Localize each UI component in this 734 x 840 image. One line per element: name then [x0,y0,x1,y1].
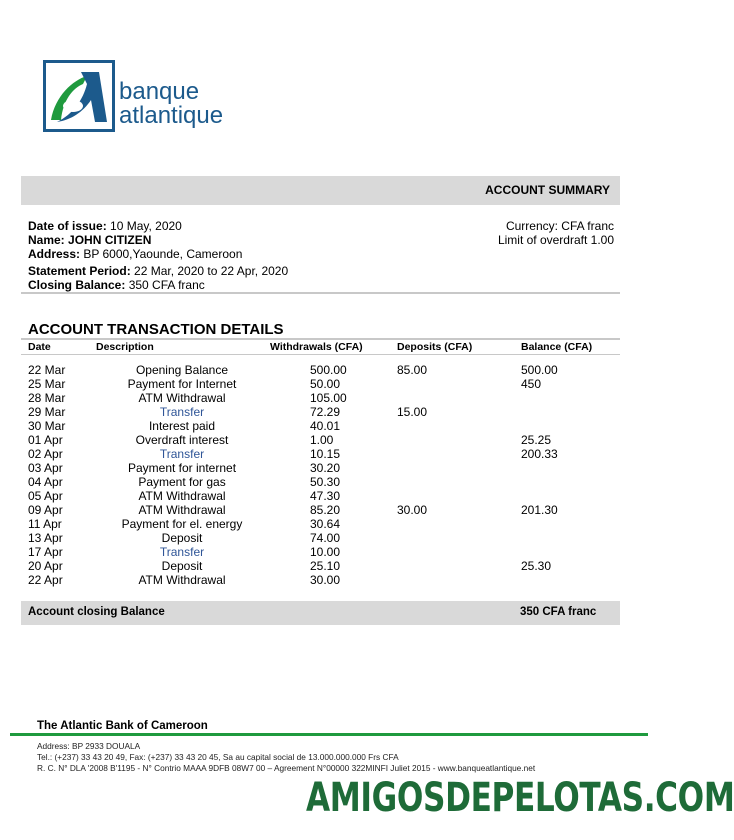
tx-description: Transfer [159,447,205,461]
address-label: Address: [28,247,81,261]
tx-date: 25 Mar [28,377,66,391]
divider [21,292,620,294]
tx-withdrawal: 40.01 [310,419,341,433]
tx-withdrawal: 50.30 [310,475,341,489]
tx-withdrawal: 74.00 [310,531,341,545]
tx-date: 09 Apr [28,503,63,517]
tx-date: 28 Mar [28,391,66,405]
tx-balance: 25.30 [521,559,552,573]
tx-date: 22 Apr [28,573,63,587]
brand-line2: atlantique [119,102,224,129]
tx-date: 30 Mar [28,419,66,433]
tx-description: Interest paid [148,419,216,433]
col-header-date: Date [28,341,51,353]
col-header-balance: Balance (CFA) [521,341,593,353]
tx-withdrawal: 47.30 [310,489,341,503]
name-label: Name: [28,233,65,247]
tx-withdrawal: 50.00 [310,377,341,391]
tx-date: 02 Apr [28,447,63,461]
tx-description: Payment for gas [138,475,226,489]
tx-withdrawal: 500.00 [310,363,347,377]
name-value: JOHN CITIZEN [68,233,152,247]
tx-description: Deposit [161,531,203,545]
tx-withdrawal: 72.29 [310,405,341,419]
tx-date: 20 Apr [28,559,63,573]
summary-title: ACCOUNT SUMMARY [485,183,610,197]
closing-balance-value: 350 CFA franc [128,278,205,292]
tx-description: ATM Withdrawal [138,503,226,517]
tx-description: ATM Withdrawal [138,489,226,503]
account-closing-value: 350 CFA franc [520,606,597,618]
statement-period-value: 22 Mar, 2020 to 22 Apr, 2020 [134,264,289,278]
footer-bank-name: The Atlantic Bank of Cameroon [37,720,208,732]
tx-date: 13 Apr [28,531,63,545]
footer-address: Address: BP 2933 DOUALA [37,741,141,751]
brand-wordmark [119,80,223,128]
tx-withdrawal: 10.00 [310,545,341,559]
closing-balance-line [28,278,205,293]
tx-description: Opening Balance [135,363,229,377]
tx-description: Deposit [161,559,203,573]
col-header-description: Description [96,341,154,353]
tx-withdrawal: 85.20 [310,503,341,517]
divider [21,354,620,355]
tx-date: 29 Mar [28,405,66,419]
account-closing-label: Account closing Balance [28,606,165,618]
divider [21,338,620,340]
tx-balance: 201.30 [521,503,558,517]
tx-deposit: 15.00 [397,405,428,419]
address-line [28,247,242,262]
issue-date-label: Date of issue: [28,219,107,233]
col-header-deposits: Deposits (CFA) [397,341,473,353]
tx-date: 17 Apr [28,545,63,559]
tx-date: 11 Apr [28,517,62,531]
tx-balance: 500.00 [521,363,558,377]
currency-text: Currency: CFA franc [505,219,614,233]
tx-description: ATM Withdrawal [138,391,226,405]
tx-balance: 450 [521,377,542,391]
footer-divider [10,733,648,736]
tx-balance: 25.25 [521,433,552,447]
tx-deposit: 30.00 [397,503,428,517]
tx-description: Payment for el. energy [121,517,243,531]
tx-withdrawal: 105.00 [310,391,347,405]
watermark: AMIGOSDEPELOTAS.COM [306,775,734,821]
col-header-withdrawals: Withdrawals (CFA) [270,341,363,353]
summary-header-bar [21,176,620,205]
tx-description: Overdraft interest [135,433,229,447]
statement-period-label: Statement Period: [28,264,131,278]
tx-withdrawal: 30.20 [310,461,341,475]
closing-balance-label: Closing Balance: [28,278,126,292]
brand-line1: banque [119,78,200,105]
transactions-title: ACCOUNT TRANSACTION DETAILS [28,321,284,338]
tx-date: 04 Apr [28,475,63,489]
tx-withdrawal: 30.64 [310,517,341,531]
tx-withdrawal: 1.00 [310,433,334,447]
name-line [28,233,151,248]
tx-withdrawal: 30.00 [310,573,341,587]
statement-period-line [28,264,288,279]
tx-withdrawal: 10.15 [310,447,341,461]
overdraft-limit-text: Limit of overdraft 1.00 [497,233,614,247]
tx-description: Payment for Internet [127,377,237,391]
tx-withdrawal: 25.10 [310,559,341,573]
tx-description: ATM Withdrawal [138,573,226,587]
footer-contact: Tel.: (+237) 33 43 20 49, Fax: (+237) 33 43 20 45, Sa au capital social de 13.000.000.000 Frs CFA [37,752,399,762]
tx-description: Transfer [159,405,205,419]
address-value: BP 6000,Yaounde, Cameroon [83,247,243,261]
tx-date: 01 Apr [28,433,63,447]
tx-deposit: 85.00 [397,363,428,377]
issue-date-value: 10 May, 2020 [110,219,182,233]
tx-date: 22 Mar [28,363,66,377]
tx-description: Transfer [159,545,205,559]
bank-logo-icon [43,60,115,132]
tx-date: 05 Apr [28,489,63,503]
closing-balance-bar [21,601,620,625]
footer-registration: R. C. N° DLA '2008 B'1195 - N° Contrio MAAA 9DFB 08W7 00 – Agreement N°00000 322MINFI Juliet 2015 - www.banqueatlantique.net [37,763,536,773]
tx-date: 03 Apr [28,461,63,475]
tx-balance: 200.33 [521,447,558,461]
tx-description: Payment for internet [127,461,237,475]
issue-date-line [28,219,182,234]
